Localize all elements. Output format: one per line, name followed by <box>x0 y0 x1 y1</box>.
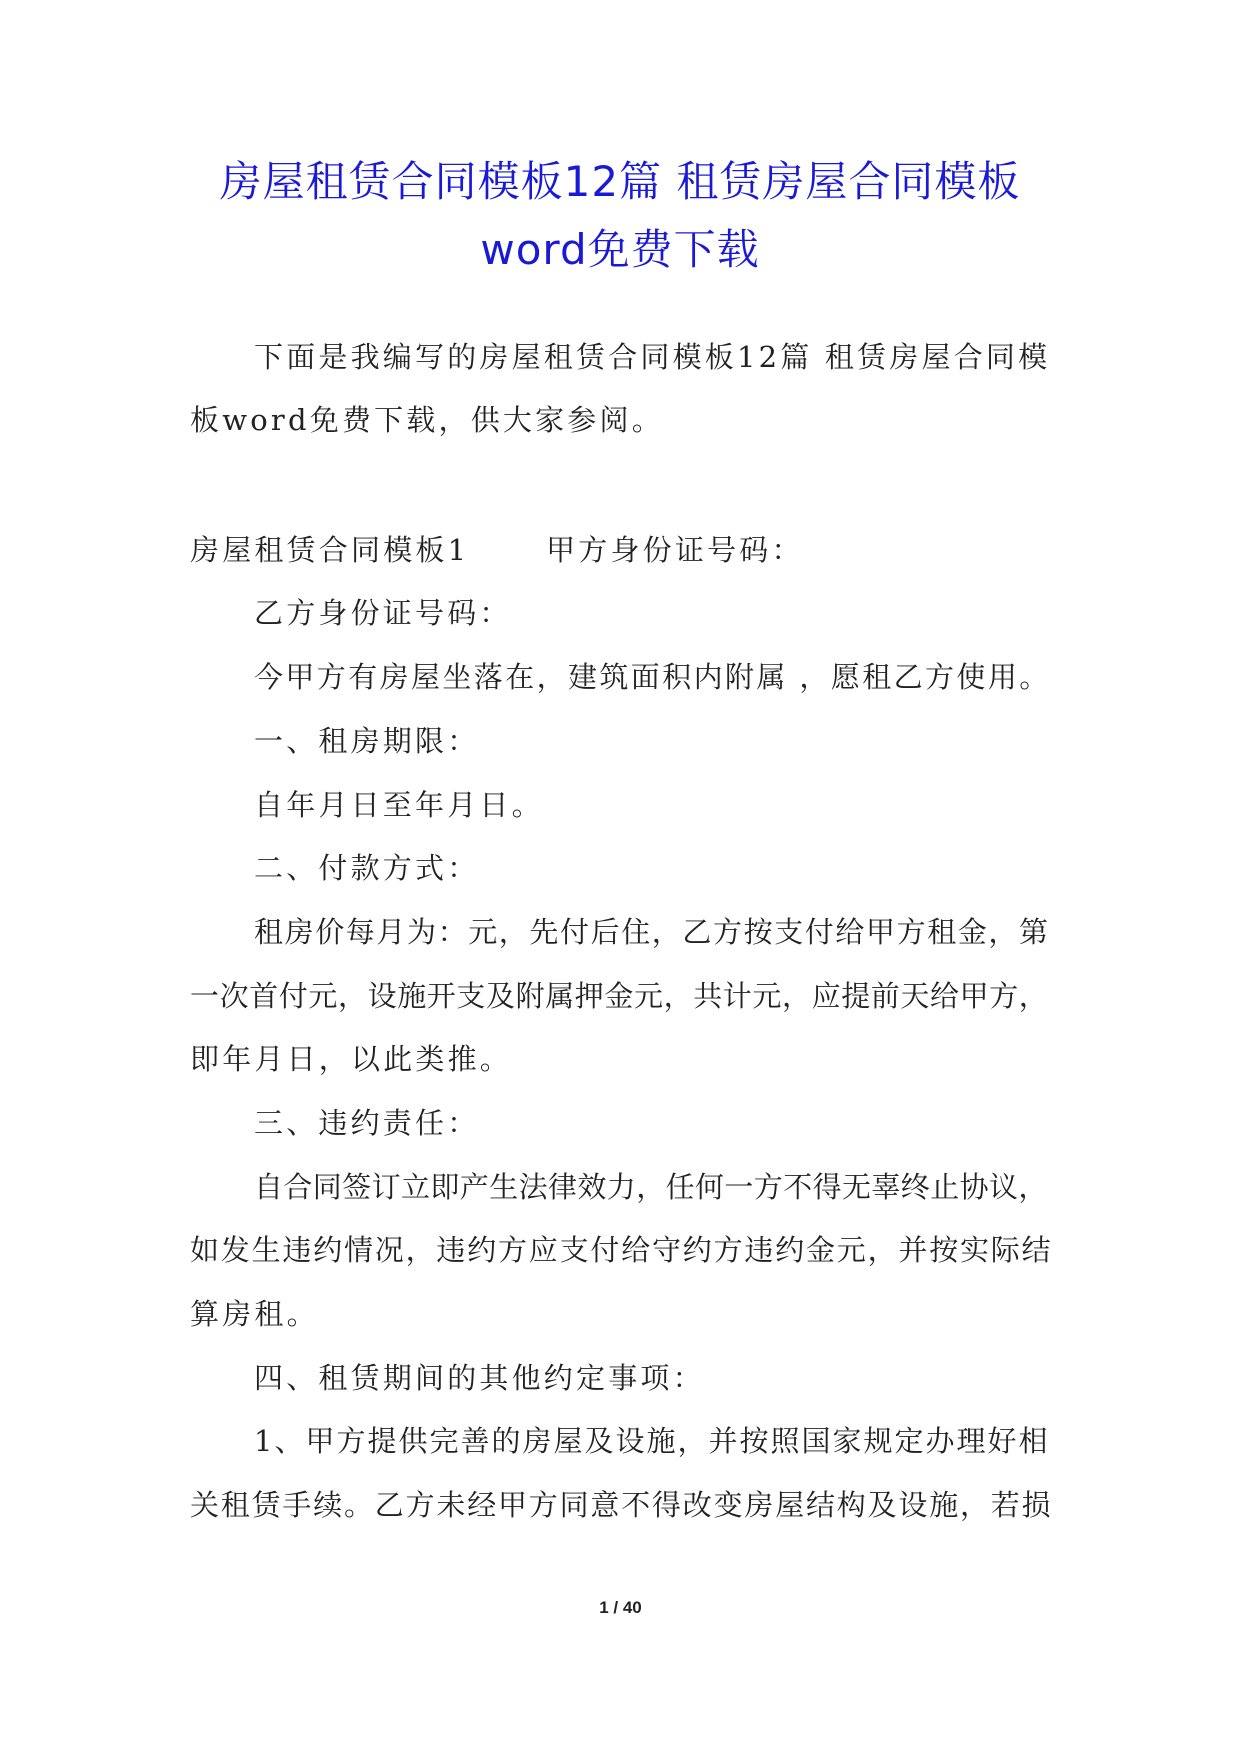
document-title-line-2: word免费下载 <box>480 225 760 274</box>
body-line: 二、付款方式： <box>254 851 480 885</box>
body-line: 一次首付元，设施开支及附属押金元，共计元，应提前天给甲方， <box>190 979 1049 1013</box>
body-line: 今甲方有房屋坐落在，建筑面积内附属 ，愿租乙方使用。 <box>254 660 1051 694</box>
body-line: 房屋租赁合同模板1 甲方身份证号码： <box>190 533 804 567</box>
body-line: 算房租。 <box>190 1297 319 1331</box>
body-line: 一、租房期限： <box>254 724 480 758</box>
body-line: 自合同签订立即产生法律效力，任何一方不得无辜终止协议， <box>254 1170 1048 1204</box>
body-line: 下面是我编写的房屋租赁合同模板12篇 租赁房屋合同模 <box>254 340 1051 374</box>
body-line: 乙方身份证号码： <box>254 596 512 630</box>
body-line: 关租赁手续。乙方未经甲方同意不得改变房屋结构及设施，若损 <box>190 1488 1053 1522</box>
body-line: 即年月日，以此类推。 <box>190 1042 513 1076</box>
page-number: 1 / 40 <box>599 1598 642 1617</box>
document-title-line-1: 房屋租赁合同模板12篇 租赁房屋合同模板 <box>219 157 1021 206</box>
body-line: 1、甲方提供完善的房屋及设施，并按照国家规定办理好相 <box>254 1424 1050 1458</box>
body-line: 四、租赁期间的其他约定事项： <box>254 1361 705 1395</box>
document-body <box>190 0 1052 1754</box>
body-line: 自年月日至年月日。 <box>254 788 544 822</box>
body-line: 如发生违约情况，违约方应支付给守约方违约金元，并按实际结 <box>190 1233 1053 1267</box>
body-line: 板word免费下载，供大家参阅。 <box>190 403 664 437</box>
body-line: 租房价每月为：元，先付后住，乙方按支付给甲方租金，第 <box>254 915 1050 949</box>
body-line: 三、违约责任： <box>254 1106 480 1140</box>
